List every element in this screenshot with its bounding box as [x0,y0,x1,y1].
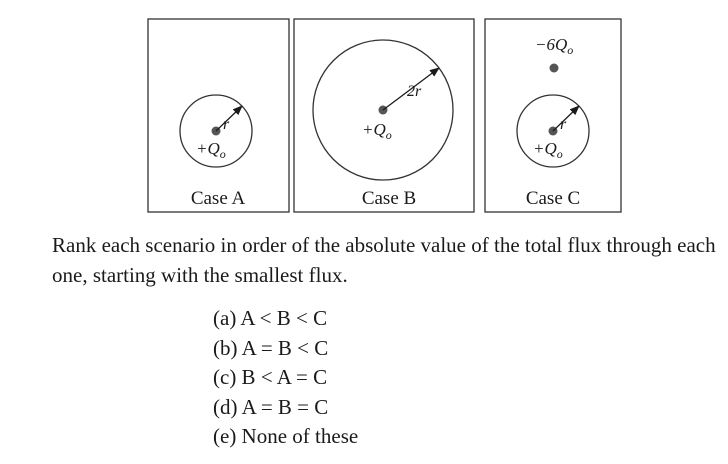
case-b-panel [294,19,474,212]
case-a-radius-label: r [223,116,230,133]
case-c-charge-label: $+Q_o$ [533,139,563,161]
case-c-label: Case C [525,188,581,209]
case-c-radius-label: r [560,116,567,133]
case-b-radius-label: 2r [407,83,422,100]
case-a-panel [148,19,289,212]
option-c: (c) B < A = C [213,365,328,389]
case-c-panel [485,19,621,212]
case-a-frame [148,19,289,212]
option-b: (b) A = B < C [213,335,329,360]
option-e: (e) None of these [213,424,359,448]
gauss-law-figure [0,0,728,225]
answer-options [213,304,358,452]
case-b-label: Case B [361,188,417,209]
option-a: (a) A < B < C [213,306,328,330]
case-b-charge-label: $+Q_o$ [362,120,392,142]
case-c-external-charge-label: $-6Q_o$ [535,35,574,57]
option-d: (d) A = B = C [213,394,329,419]
case-a-label: Case A [190,188,246,209]
case-a-charge-label: $+Q_o$ [196,139,226,161]
question-text: Rank each scenario in order of the absolute value of the total flux through each one, starting with the smallest flux. [52,233,716,287]
case-c-external-charge-dot [550,64,559,73]
case-b-frame [294,19,474,212]
